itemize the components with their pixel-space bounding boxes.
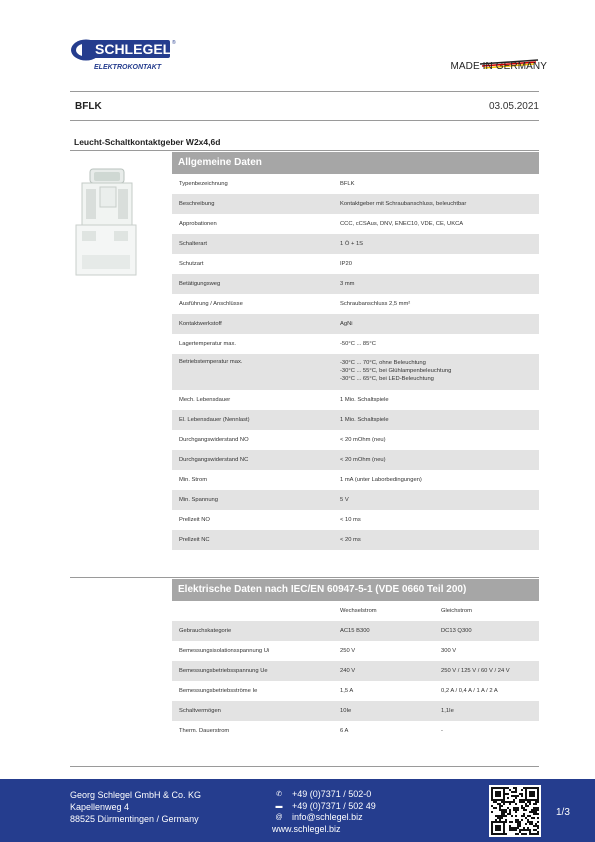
column-headers bbox=[172, 601, 539, 621]
spec-value bbox=[340, 416, 389, 424]
electrical-ac: 6 A bbox=[340, 728, 349, 734]
electrical-row bbox=[172, 721, 539, 741]
electrical-data-section bbox=[172, 579, 539, 741]
electrical-dc: - bbox=[441, 728, 443, 734]
contact-info bbox=[272, 789, 376, 835]
electrical-label: Schaltvermögen bbox=[179, 708, 221, 714]
ac-column-header: Wechselstrom bbox=[340, 608, 377, 614]
spec-value-line: < 20 mOhm (neu) bbox=[340, 437, 386, 443]
electrical-row bbox=[172, 621, 539, 641]
spec-row bbox=[172, 490, 539, 510]
spec-value bbox=[340, 180, 355, 188]
spec-label: Ausführung / Anschlüsse bbox=[179, 301, 243, 307]
spec-label: Betätigungsweg bbox=[179, 281, 221, 287]
spec-value-line: 1 Mio. Schaltspiele bbox=[340, 417, 389, 423]
spec-value-line: Schraubanschluss 2,5 mm² bbox=[340, 301, 411, 307]
spec-value bbox=[340, 436, 386, 444]
electrical-row bbox=[172, 641, 539, 661]
electrical-dc: 0,2 A / 0,4 A / 1 A / 2 A bbox=[441, 688, 498, 694]
logo-tagline: ELEKTROKONTAKT bbox=[94, 64, 162, 71]
spec-value-line: 1 Mio. Schaltspiele bbox=[340, 397, 389, 403]
spec-value-line: -50°C ... 85°C bbox=[340, 341, 376, 347]
divider bbox=[70, 120, 539, 121]
electrical-ac: AC15 B300 bbox=[340, 628, 370, 634]
electrical-label: Gebrauchskategorie bbox=[179, 628, 232, 634]
spec-value bbox=[340, 496, 349, 504]
electrical-row bbox=[172, 681, 539, 701]
spec-label: Schutzart bbox=[179, 261, 204, 267]
fax-number: +49 (0)7371 / 502 49 bbox=[292, 800, 376, 811]
qr-code bbox=[489, 785, 541, 837]
spec-row bbox=[172, 530, 539, 550]
electrical-ac: 240 V bbox=[340, 668, 356, 674]
spec-row bbox=[172, 450, 539, 470]
electrical-label: Bemessungsbetriebsströme Ie bbox=[179, 688, 258, 694]
spec-row bbox=[172, 410, 539, 430]
divider bbox=[70, 150, 539, 151]
product-subtitle: Leucht-Schaltkontaktgeber W2x4,6d bbox=[74, 137, 221, 147]
section-title: Allgemeine Daten bbox=[172, 152, 539, 174]
electrical-ac: 250 V bbox=[340, 648, 356, 654]
at-icon: @ bbox=[275, 814, 283, 821]
spec-value bbox=[340, 260, 352, 268]
website-link[interactable]: www.schlegel.biz bbox=[272, 823, 341, 834]
spec-value bbox=[340, 516, 361, 524]
spec-value bbox=[340, 300, 410, 308]
spec-value bbox=[340, 359, 451, 383]
schlegel-logo bbox=[70, 38, 180, 72]
spec-value-line: IP20 bbox=[340, 261, 352, 267]
spec-value bbox=[340, 396, 389, 404]
divider bbox=[70, 766, 539, 767]
spec-label: Prellzeit NO bbox=[179, 517, 210, 523]
spec-row bbox=[172, 314, 539, 334]
spec-label: Mech. Lebensdauer bbox=[179, 397, 231, 403]
spec-label: Schalterart bbox=[179, 241, 208, 247]
spec-value-line: < 10 ms bbox=[340, 517, 361, 523]
spec-value-line: BFLK bbox=[340, 181, 355, 187]
electrical-ac: 10Ie bbox=[340, 708, 352, 714]
spec-row bbox=[172, 194, 539, 214]
spec-label: Approbationen bbox=[179, 221, 217, 227]
spec-value-line: -30°C ... 65°C, bei LED-Beleuchtung bbox=[340, 376, 434, 382]
spec-value bbox=[340, 456, 386, 464]
electrical-dc: 1,1Ie bbox=[441, 708, 454, 714]
spec-value-line: Kontaktgeber mit Schraubanschluss, beleuchtbar bbox=[340, 201, 467, 207]
spec-value bbox=[340, 200, 466, 208]
spec-value bbox=[340, 320, 353, 328]
spec-value-line: < 20 mOhm (neu) bbox=[340, 457, 386, 463]
spec-value-line: 1 Ö + 1S bbox=[340, 241, 364, 247]
spec-row bbox=[172, 234, 539, 254]
product-code: BFLK bbox=[75, 101, 102, 112]
spec-value-line: -30°C ... 55°C, bei Glühlampenbeleuchtung bbox=[340, 368, 452, 374]
spec-label: Durchgangswiderstand NO bbox=[179, 437, 249, 443]
spec-label: Beschreibung bbox=[179, 201, 215, 207]
phone-icon: ✆ bbox=[276, 791, 282, 798]
spec-value-line: -30°C ... 70°C, ohne Beleuchtung bbox=[340, 360, 426, 366]
electrical-dc: 300 V bbox=[441, 648, 457, 654]
divider bbox=[70, 577, 539, 578]
spec-value bbox=[340, 476, 422, 484]
spec-value bbox=[340, 280, 355, 288]
fax-icon: ▬ bbox=[275, 802, 283, 810]
registered-mark: ® bbox=[172, 40, 176, 46]
city: 88525 Dürmentingen / Germany bbox=[70, 814, 199, 824]
spec-label: El. Lebensdauer (Nennlast) bbox=[179, 417, 250, 423]
phone-number: +49 (0)7371 / 502-0 bbox=[292, 789, 372, 799]
electrical-label: Bemessungsbetriebsspannung Ue bbox=[179, 668, 268, 674]
spec-label: Min. Strom bbox=[179, 477, 208, 483]
electrical-row bbox=[172, 701, 539, 721]
spec-row bbox=[172, 214, 539, 234]
spec-value-line: < 20 ms bbox=[340, 537, 361, 543]
divider bbox=[70, 91, 539, 92]
footer bbox=[0, 779, 595, 842]
made-in-germany: MADE IN GERMANY bbox=[450, 61, 547, 72]
spec-row bbox=[172, 390, 539, 410]
spec-label: Lagertemperatur max. bbox=[179, 341, 237, 347]
spec-label: Kontaktwerkstoff bbox=[179, 321, 222, 327]
spec-row bbox=[172, 254, 539, 274]
electrical-dc: DC13 Q300 bbox=[441, 628, 472, 634]
spec-row bbox=[172, 174, 539, 194]
spec-value bbox=[340, 240, 363, 248]
spec-value bbox=[340, 536, 361, 544]
spec-value-line: 3 mm bbox=[340, 281, 355, 287]
street: Kapellenweg 4 bbox=[70, 802, 130, 812]
spec-row bbox=[172, 430, 539, 450]
electrical-row bbox=[172, 661, 539, 681]
logo-text: SCHLEGEL bbox=[95, 41, 172, 57]
spec-row bbox=[172, 354, 539, 390]
product-photo bbox=[74, 167, 138, 277]
spec-label: Durchgangswiderstand NC bbox=[179, 457, 249, 463]
company-address bbox=[70, 789, 201, 825]
spec-value-line: 5 V bbox=[340, 497, 349, 503]
spec-label: Typenbezeichnung bbox=[179, 181, 228, 187]
spec-row bbox=[172, 334, 539, 354]
spec-label: Prellzeit NC bbox=[179, 537, 210, 543]
electrical-label: Bemessungsisolationsspannung Ui bbox=[179, 648, 270, 654]
company-name: Georg Schlegel GmbH & Co. KG bbox=[70, 790, 202, 800]
document-date: 03.05.2021 bbox=[488, 101, 539, 112]
spec-value-line: CCC, cCSAus, DNV, ENEC10, VDE, CE, UKCA bbox=[340, 221, 464, 227]
electrical-ac: 1,5 A bbox=[340, 688, 354, 694]
email-link[interactable]: info@schlegel.biz bbox=[292, 812, 363, 822]
spec-value bbox=[340, 220, 463, 228]
electrical-dc: 250 V / 125 V / 60 V / 24 V bbox=[441, 668, 510, 674]
spec-label: Min. Spannung bbox=[179, 497, 218, 503]
page-number: 1/3 bbox=[556, 807, 570, 818]
electrical-label: Therm. Dauerstrom bbox=[179, 728, 230, 734]
spec-row bbox=[172, 274, 539, 294]
spec-row bbox=[172, 510, 539, 530]
spec-row bbox=[172, 294, 539, 314]
spec-row bbox=[172, 470, 539, 490]
spec-value-line: AgNi bbox=[340, 321, 353, 327]
dc-column-header: Gleichstrom bbox=[441, 608, 472, 614]
spec-value-line: 1 mA (unter Laborbedingungen) bbox=[340, 477, 422, 483]
general-data-section bbox=[172, 152, 539, 550]
spec-value bbox=[340, 340, 376, 348]
spec-label: Betriebstemperatur max. bbox=[179, 359, 243, 365]
section-title: Elektrische Daten nach IEC/EN 60947-5-1 (VDE 0660 Teil 200) bbox=[172, 579, 539, 601]
